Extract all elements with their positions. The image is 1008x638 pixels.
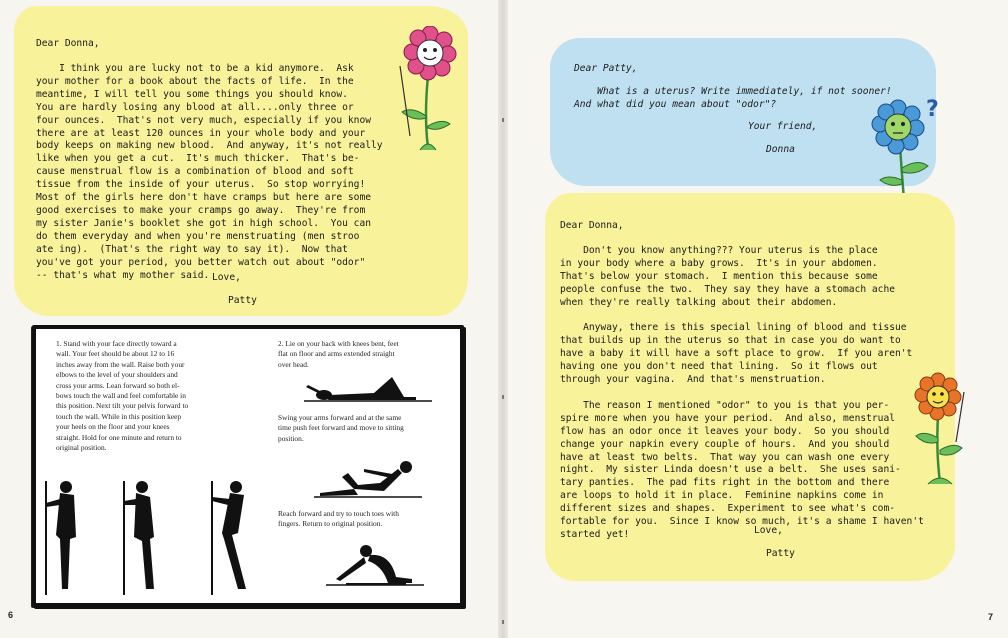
exercise-figure-icon [304, 369, 434, 405]
book-gutter [498, 0, 508, 638]
exercise-figure-icon [120, 477, 170, 599]
letter-greeting: Dear Donna, [560, 220, 624, 231]
page-number-right: 7 [988, 612, 994, 622]
svg-text:?: ? [926, 97, 939, 122]
letter-closing: Love, [212, 272, 241, 283]
letter-signature: Patty [766, 548, 795, 559]
exercise-2-step2-text: Swing your arms forward and at the same time push feet forward and move to sitting position. [278, 413, 404, 443]
binding-stitch [502, 395, 504, 399]
exercise-figure-icon [208, 477, 258, 599]
page-number-left: 6 [8, 610, 14, 620]
binding-stitch [502, 118, 504, 122]
binding-stitch [502, 620, 504, 624]
exercise-figure-icon [38, 477, 88, 599]
letter-body: Don't you know anything??? Your uterus is the place in your body where a baby grows. It's in your abdomen. That's below your stomach. I mention this because some people confuse the two. They say they have a stomach ache when they're really talking about their abdomen. Anyway, there is this special lining of blood and tissue that builds up in the uterus so that in case you do want to have a baby it will have a soft place to grow. If you aren't having one you don't need that lining. So it flows out through your vagina. And that's menstruation. The reason I mentioned "odor" to you is that you per- spire more when you have your period. And also, menstrual flow has an odor once it leaves your body. So you should change your napkin every couple of hours. And you should have at least two belts. That way you can wash one every night. My sister Linda doesn't use a belt. She uses sani- tary panties. The pad fits right in the bottom and there are loops to hold it in place. Feminine napkins come in different sizes and shapes. Experiment to see what's com- fortable for you. Since I know so much, it's a shame I haven't started yet! [560, 245, 924, 540]
letter-body: I think you are lucky not to be a kid anymore. Ask your mother for a book about the facts of life. In the meantime, I will tell you some things you should know. You are hardly losing any blood at all....only three or four ounces. That's not very much, especially if you know there are at least 120 ounces in your whole body and your body keeps on making new blood. And anyway, it's not really like when you get a cut. It's much thicker. That's be- cause menstrual flow is a combination of blood and soft tissue from the inside of your uterus. So stop worrying! Most of the girls here don't have cramps but here are some good exercises to make your cramps go away. They're from my sister Janie's booklet she got in high school. You can do them everyday and when you're menstruating (men stroo ate ing). (That's the right way to say it). Now that you've got your period, you better watch out about "odor" -- that's what my mother said. [36, 63, 383, 281]
pink-flower-icon [390, 26, 462, 156]
letter-closing: Your friend, [748, 121, 818, 132]
exercise-figure-icon [326, 543, 426, 593]
letter-greeting: Dear Patty, [574, 63, 638, 74]
letter-body: What is a uterus? Write immediately, if not sooner! And what did you mean about "odor"? [574, 86, 892, 110]
exercise-1-text: 1. Stand with your face directly toward a wall. Your feet should be about 12 to 16 inches away from the wall. Raise both your elbows to the level of your shoulders and cross your arms. Lean forward so both el- bows touch the wall and feel comfortable in this position. Next tilt your pelvis forward to touch the wall. While in this position keep your heels on the floor and your knees straight. Hold for one minute and return to original position. [56, 339, 189, 453]
letter-signature: Patty [228, 295, 257, 306]
exercise-2-text: 2. Lie on your back with knees bent, feet flat on floor and arms extended straight over head. [278, 339, 399, 369]
exercise-panel [32, 325, 464, 607]
orange-flower-icon [910, 372, 974, 490]
exercise-figure-icon [314, 459, 424, 503]
letter-greeting: Dear Donna, [36, 38, 100, 49]
letter-closing: Love, [754, 525, 783, 536]
letter-signature: Donna [766, 144, 795, 155]
exercise-2-step3-text: Reach forward and try to touch toes with fingers. Return to original position. [278, 509, 399, 529]
